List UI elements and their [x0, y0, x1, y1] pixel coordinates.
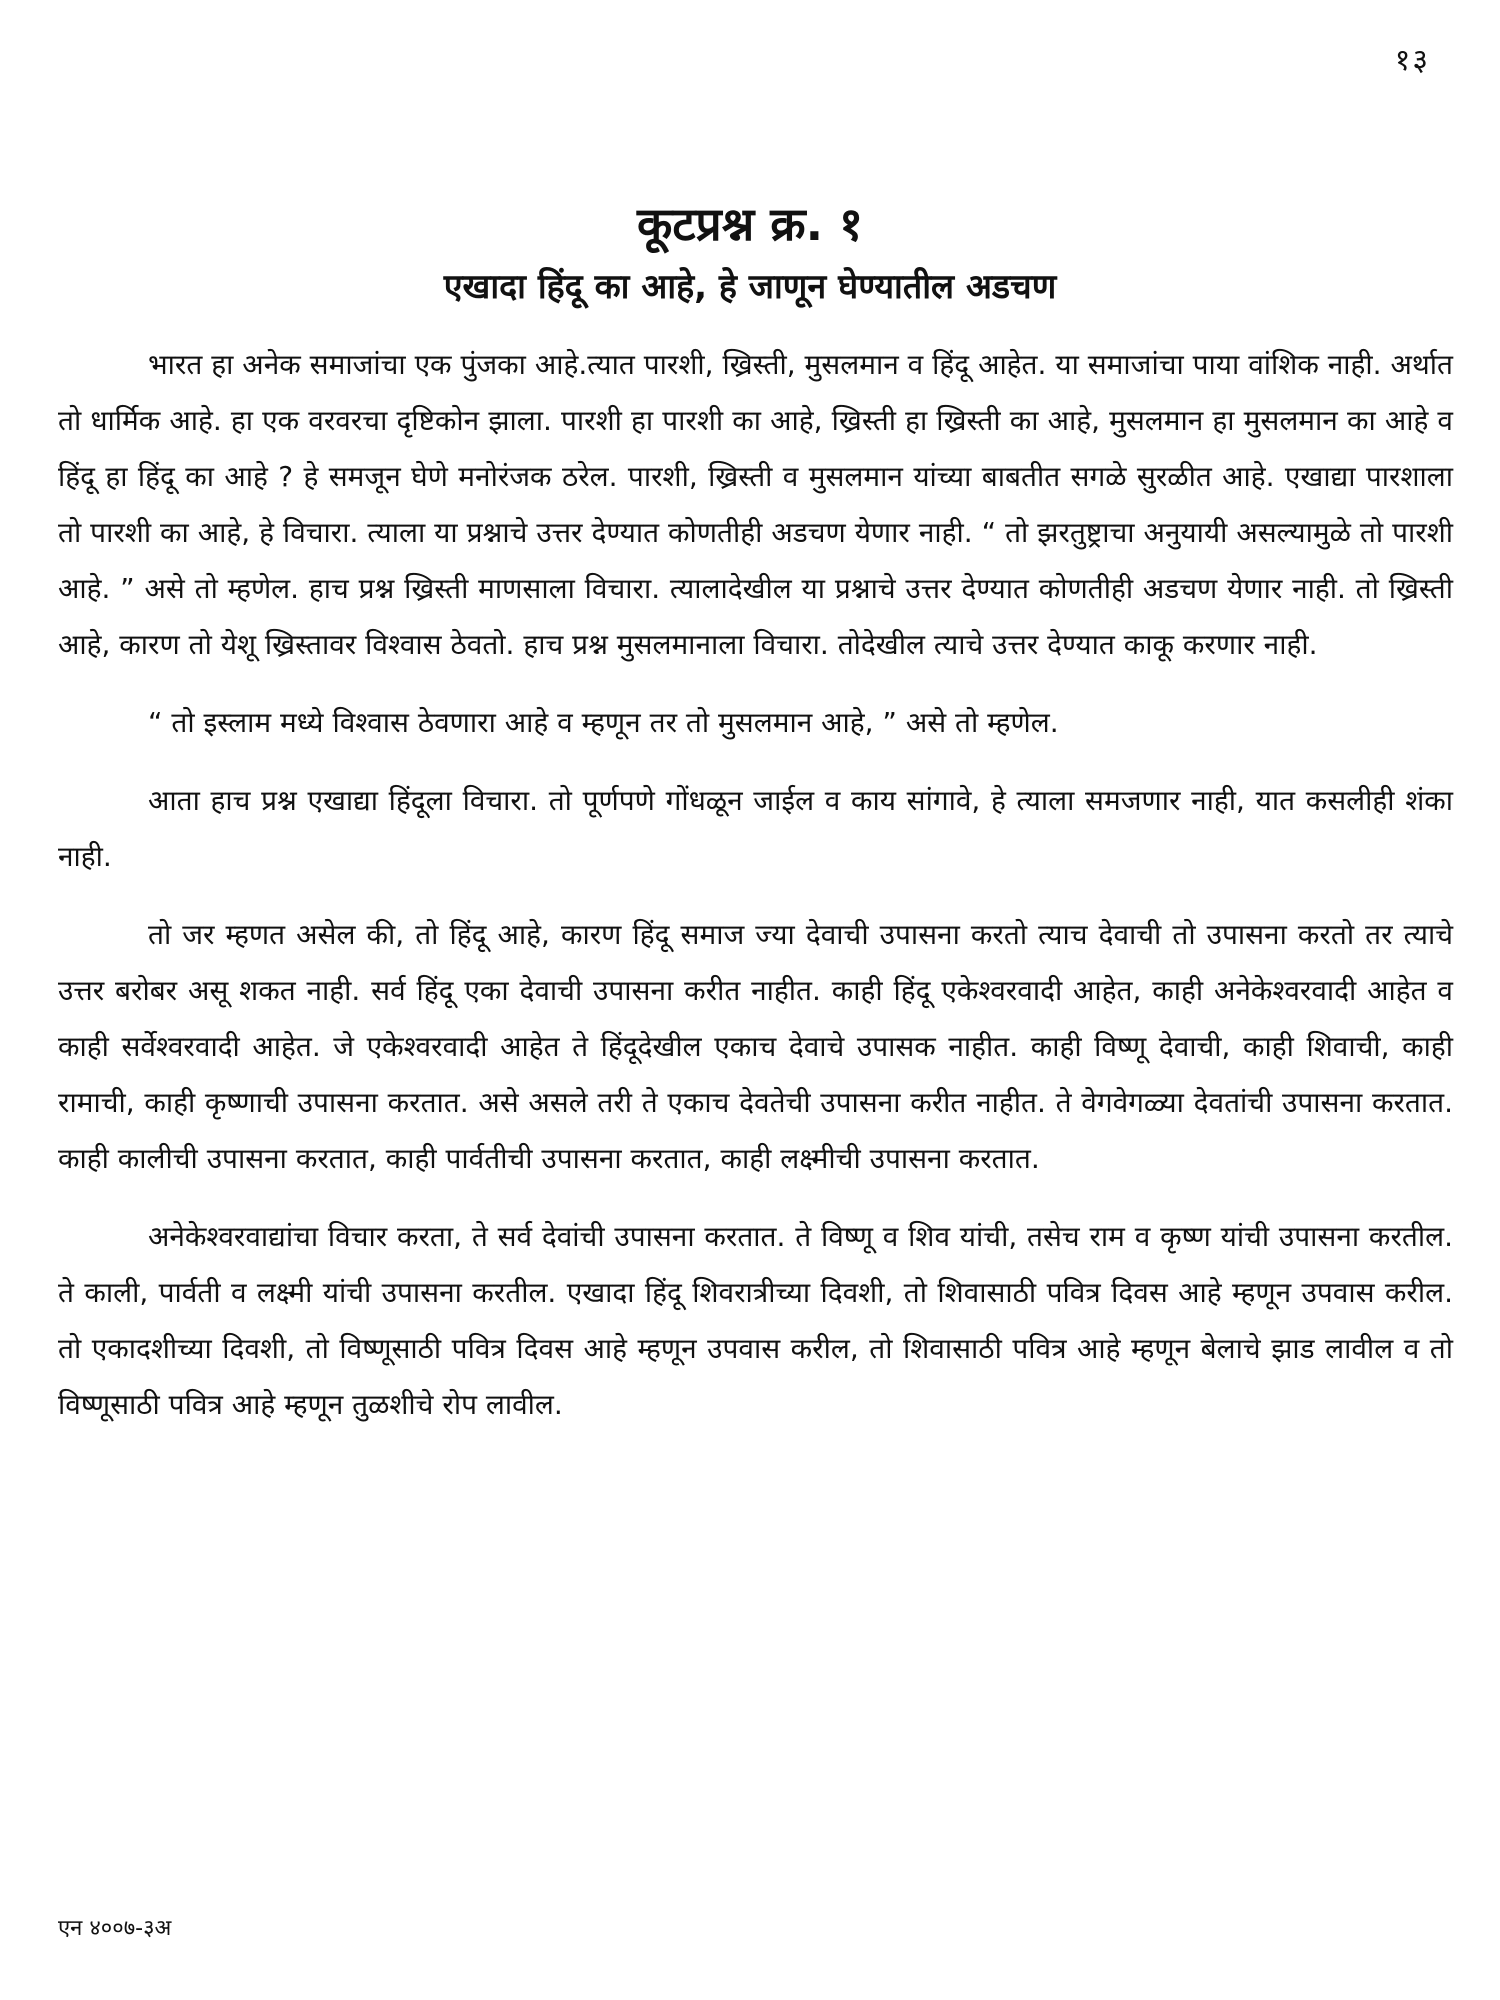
body-text — [58, 337, 1453, 1433]
paragraph: तो जर म्हणत असेल की, तो हिंदू आहे, कारण हिंदू समाज ज्या देवाची उपासना करतो त्याच देवाची तो उपासना करतो तर त्याचे उत्तर बरोबर असू शकत नाही. सर्व हिंदू एका देवाची उपासना करीत नाहीत. काही हिंदू एकेश्वरवादी आहेत, काही अनेकेश्वरवादी आहेत व काही सर्वेश्वरवादी आहेत. जे एकेश्वरवादी आहेत ते हिंदूदेखील एकाच देवाचे उपासक नाहीत. काही विष्णू देवाची, काही शिवाची, काही रामाची, काही कृष्णाची उपासना करतात. असे असले तरी ते एकाच देवतेची उपासना करीत नाहीत. ते वेगवेगळ्या देवतांची उपासना करतात. काही कालीची उपासना करतात, काही पार्वतीची उपासना करतात, काही लक्ष्मीची उपासना करतात. — [58, 918, 1453, 1175]
paragraph: अनेकेश्वरवाद्यांचा विचार करता, ते सर्व देवांची उपासना करतात. ते विष्णू व शिव यांची, तसेच राम व कृष्ण यांची उपासना करतील. ते काली, पार्वती व लक्ष्मी यांची उपासना करतील. एखादा हिंदू शिवरात्रीच्या दिवशी, तो शिवासाठी पवित्र दिवस आहे म्हणून उपवास करील. तो एकादशीच्या दिवशी, तो विष्णूसाठी पवित्र दिवस आहे म्हणून उपवास करील, तो शिवासाठी पवित्र आहे म्हणून बेलाचे झाड लावील व तो विष्णूसाठी पवित्र आहे म्हणून तुळशीचे रोप लावील. — [58, 1220, 1453, 1421]
paragraph: भारत हा अनेक समाजांचा एक पुंजका आहे.त्यात पारशी, ख्रिस्ती, मुसलमान व हिंदू आहेत. या समाजांचा पाया वांशिक नाही. अर्थात तो धार्मिक आहे. हा एक वरवरचा दृष्टिकोन झाला. पारशी हा पारशी का आहे, ख्रिस्ती हा ख्रिस्ती का आहे, मुसलमान हा मुसलमान का आहे व हिंदू हा हिंदू का आहे ? हे समजून घेणे मनोरंजक ठरेल. पारशी, ख्रिस्ती व मुसलमान यांच्या बाबतीत सगळे सुरळीत आहे. एखाद्या पारशाला तो पारशी का आहे, हे विचारा. त्याला या प्रश्नाचे उत्तर देण्यात कोणतीही अडचण येणार नाही. “ तो झरतुष्ट्राचा अनुयायी असल्यामुळे तो पारशी आहे. ” असे तो म्हणेल. हाच प्रश्न ख्रिस्ती माणसाला विचारा. त्यालादेखील या प्रश्नाचे उत्तर देण्यात कोणतीही अडचण येणार नाही. तो ख्रिस्ती आहे, कारण तो येशू ख्रिस्तावर विश्वास ठेवतो. हाच प्रश्न मुसलमानाला विचारा. तोदेखील त्याचे उत्तर देण्यात काकू करणार नाही. — [58, 348, 1453, 661]
page-number: १३ — [1394, 43, 1430, 78]
footer-print-code: एन ४००७-३अ — [58, 1916, 172, 1941]
page-title: कूटप्रश्न क्र. १ — [637, 197, 863, 251]
page-subtitle: एखादा हिंदू का आहे, हे जाणून घेण्यातील अडचण — [443, 267, 1057, 307]
paragraph: आता हाच प्रश्न एखाद्या हिंदूला विचारा. तो पूर्णपणे गोंधळून जाईल व काय सांगावे, हे त्याला समजणार नाही, यात कसलीही शंका नाही. — [58, 784, 1453, 873]
paragraph: “ तो इस्लाम मध्ये विश्वास ठेवणारा आहे व म्हणून तर तो मुसलमान आहे, ” असे तो म्हणेल. — [148, 706, 1059, 739]
